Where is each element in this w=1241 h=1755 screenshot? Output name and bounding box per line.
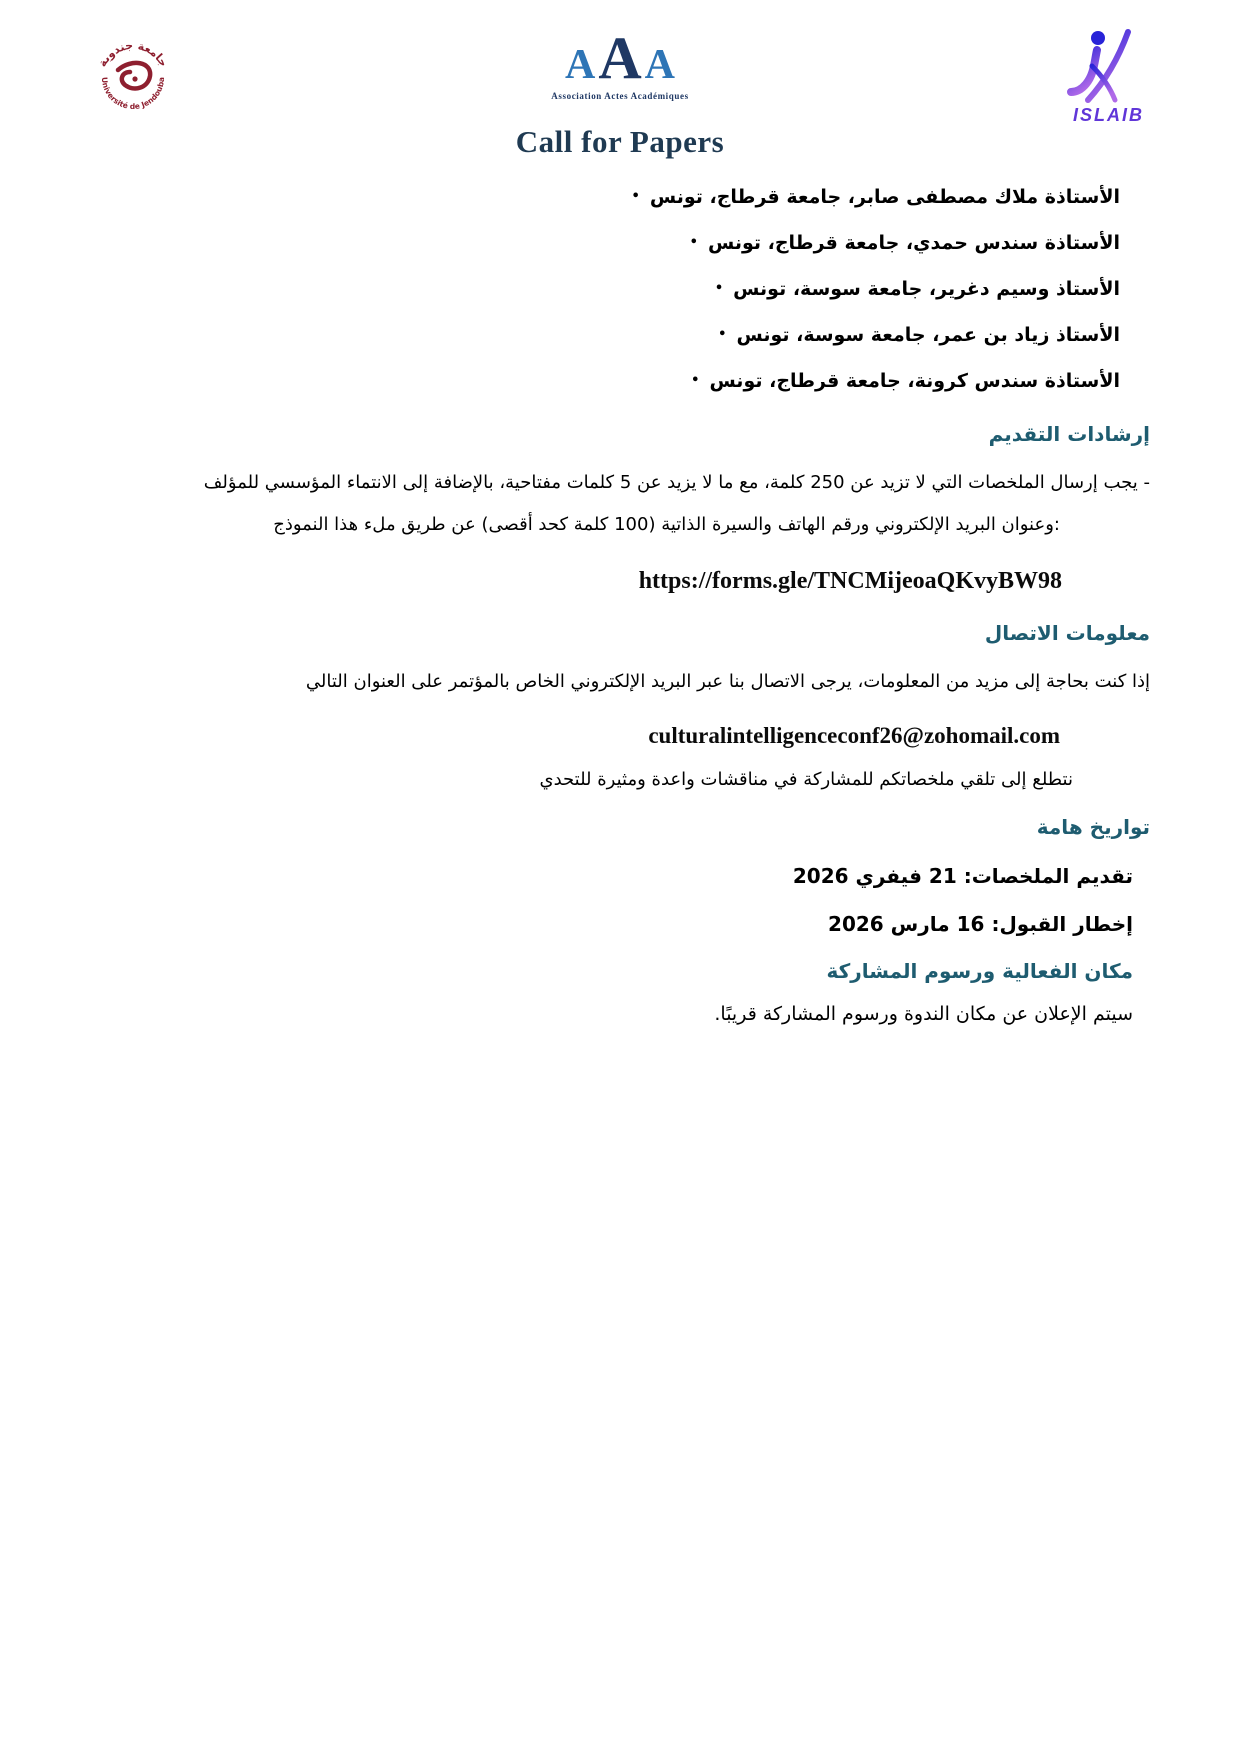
committee-list <box>90 182 1150 396</box>
list-item <box>90 228 1120 258</box>
list-item <box>90 320 1120 350</box>
jendouba-arabic-arc-text: جامعة جندوبة <box>95 38 171 70</box>
committee-member: الأستاذ زياد بن عمر، جامعة سوسة، تونس <box>736 324 1120 346</box>
page-title: Call for Papers <box>515 124 725 159</box>
logos-header <box>90 0 1150 125</box>
submission-body-line2: :وعنوان البريد الإلكتروني ورقم الهاتف والسيرة الذاتية (100 كلمة كحد أقصى) عن طريق ملء هذا النموذج <box>273 514 1060 535</box>
conference-email-link[interactable]: culturalintelligenceconf26@zohomail.com <box>648 723 1060 748</box>
abstract-deadline: تقديم الملخصات: 21 فيفري 2026 <box>792 864 1133 888</box>
bullet-icon: • <box>689 235 698 250</box>
aaa-subtitle: Association Actes Académiques <box>551 91 689 101</box>
aaa-letter-left: A <box>564 42 596 88</box>
jendouba-seal-icon <box>90 28 176 124</box>
section-heading-submission: إرشادات التقديم <box>988 422 1150 446</box>
section-heading-contact: معلومات الاتصال <box>984 621 1150 645</box>
bullet-icon: • <box>714 281 724 296</box>
list-item <box>90 182 1120 212</box>
university-jendouba-logo <box>90 28 280 128</box>
jendouba-calligraphy-dot <box>132 76 137 81</box>
submission-body-line1: - يجب إرسال الملخصات التي لا تزيد عن 250 كلمة، مع ما لا يزيد عن 5 كلمات مفتاحية، بالإضافة إلى الانتماء المؤسسي للمؤلف <box>203 472 1150 493</box>
acceptance-notice: إخطار القبول: 16 مارس 2026 <box>828 912 1133 936</box>
bullet-icon: • <box>691 373 700 388</box>
list-item <box>90 366 1120 396</box>
section-heading-dates: تواريخ هامة <box>1036 815 1150 839</box>
committee-member: الأستاذة سندس كرونة، جامعة قرطاج، تونس <box>709 370 1120 392</box>
aaa-letter-center: A <box>598 25 642 91</box>
section-heading-venue: مكان الفعالية ورسوم المشاركة <box>826 959 1133 983</box>
form-url-link[interactable]: https://forms.gle/TNCMijeoaQKvyBW98 <box>638 568 1062 594</box>
islaib-figure-icon <box>1054 28 1150 104</box>
islaib-logo <box>960 28 1150 126</box>
aaa-association-logo <box>280 25 960 101</box>
committee-member: الأستاذ وسيم دغرير، جامعة سوسة، تونس <box>733 278 1120 300</box>
committee-member: الأستاذة ملاك مصطفى صابر، جامعة قرطاج، تونس <box>649 186 1120 208</box>
islaib-wordmark: ISLAIB <box>1072 105 1144 125</box>
aaa-letters <box>564 25 676 91</box>
aaa-letter-right: A <box>644 42 676 88</box>
jendouba-latin-arc-text: Université de Jendouba <box>99 76 167 112</box>
bullet-icon: • <box>718 327 727 342</box>
venue-body: سيتم الإعلان عن مكان الندوة ورسوم المشاركة قريبًا. <box>714 1003 1133 1025</box>
list-item <box>90 274 1120 304</box>
jendouba-calligraphy-mark <box>118 63 150 89</box>
contact-body: إذا كنت بحاجة إلى مزيد من المعلومات، يرجى الاتصال بنا عبر البريد الإلكتروني الخاص بالمؤتمر على العنوان التالي <box>305 671 1150 692</box>
committee-member: الأستاذة سندس حمدي، جامعة قرطاج، تونس <box>707 232 1120 254</box>
svg-text:Université de Jendouba <box>100 77 166 111</box>
bullet-icon: • <box>631 189 640 204</box>
contact-closing: نتطلع إلى تلقي ملخصاتكم للمشاركة في مناقشات واعدة ومثيرة للتحدي <box>539 769 1073 790</box>
